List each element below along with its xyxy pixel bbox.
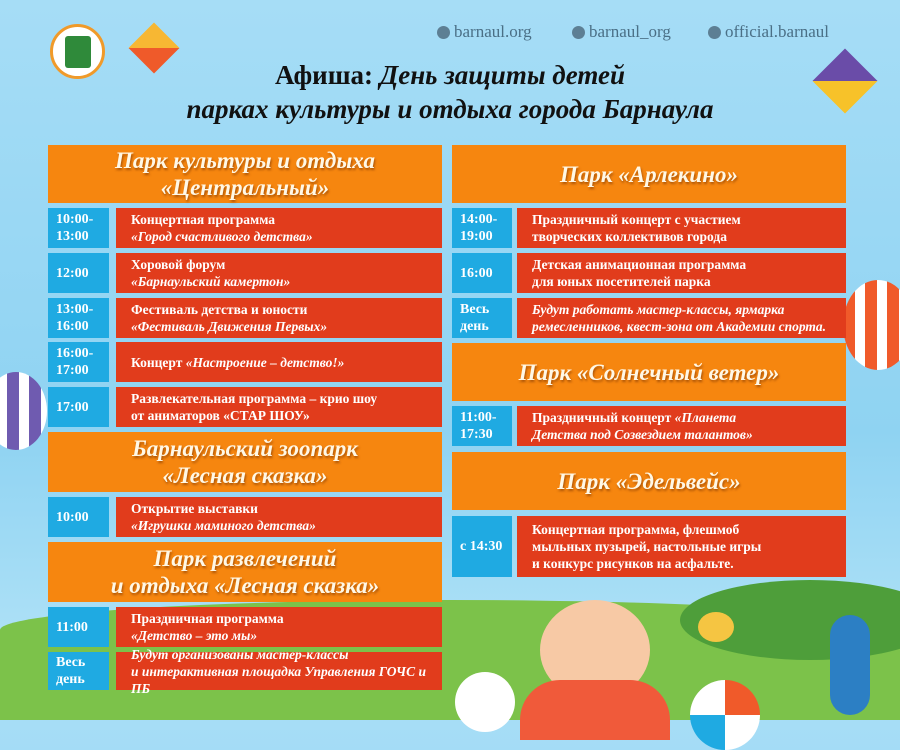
event-time: 17:00 [48, 387, 109, 427]
park-title: Парк «Арлекино» [560, 161, 738, 187]
event-description [517, 298, 846, 338]
park-header [48, 145, 442, 203]
event-line: «Игрушки маминого детства» [131, 518, 316, 533]
event-description [116, 342, 442, 382]
event-line: Праздничный концерт с участием [532, 212, 741, 227]
event-time: 14:00- 19:00 [452, 208, 512, 248]
event-time: Весь день [48, 652, 109, 690]
balloon-left-icon [0, 372, 47, 450]
event-time: 10:00 [48, 497, 109, 537]
page-title-line2: парках культуры и отдыха города Барнаула [186, 94, 714, 124]
event-time: 16:00- 17:00 [48, 342, 109, 382]
event-line: «Барнаульский камертон» [131, 274, 291, 289]
park-title: Парк «Солнечный ветер» [518, 359, 780, 385]
event-time: Весь день [452, 298, 512, 338]
event-line: мыльных пузырей, настольные игры [532, 539, 762, 554]
event-line: Развлекательная программа – крио шоу [131, 391, 378, 406]
park-title: и отдыха «Лесная сказка» [110, 573, 380, 598]
event-line: Концерт «Настроение – детство!» [131, 354, 345, 370]
park-header [452, 452, 846, 510]
balloon-right-icon [843, 280, 900, 370]
social-telegram[interactable]: barnaul_org [572, 22, 671, 42]
event-line: Будут организованы мастер-классы [131, 646, 349, 662]
boy-illustration [830, 615, 870, 715]
event-line: и конкурс рисунков на асфальте. [532, 556, 734, 571]
event-line: «Детство – это мы» [131, 628, 258, 643]
event-line: творческих коллективов города [532, 229, 727, 244]
event-line: Концертная программа, флешмоб [532, 522, 740, 537]
bear-illustration [455, 672, 515, 732]
park-header [48, 542, 442, 602]
event-time: 11:00 [48, 607, 109, 647]
park-header [452, 343, 846, 401]
event-time: 11:00- 17:30 [452, 406, 512, 446]
event-line: Праздничный концерт «Планета [532, 410, 737, 425]
event-line: ремесленников, квест-зона от Академии спорта. [532, 319, 827, 334]
event-time: 12:00 [48, 253, 109, 293]
park-header [452, 145, 846, 203]
event-description [116, 208, 442, 248]
page-title-line1: Афиша: День защиты детей [275, 60, 625, 90]
event-time: 16:00 [452, 253, 512, 293]
event-time: 13:00- 16:00 [48, 298, 109, 338]
event-description [517, 253, 846, 293]
social-website[interactable]: barnaul.org [437, 22, 532, 42]
vk-icon [708, 26, 721, 39]
event-line: для юных посетителей парка [532, 274, 711, 289]
event-description [517, 208, 846, 248]
girl-body [520, 680, 670, 740]
event-description [116, 497, 442, 537]
event-description [116, 253, 442, 293]
event-line: Хоровой форум [131, 257, 226, 272]
ball-icon [690, 680, 760, 750]
park-header [48, 432, 442, 492]
social-vk[interactable]: official.barnaul [708, 22, 829, 42]
event-description [116, 387, 442, 427]
telegram-icon [572, 26, 585, 39]
event-description [517, 406, 846, 446]
globe-icon [437, 26, 450, 39]
event-line: Концертная программа [131, 212, 276, 227]
event-time: с 14:30 [452, 516, 512, 577]
park-title: Парк «Эдельвейс» [557, 468, 741, 494]
event-line: «Фестиваль Движения Первых» [131, 319, 328, 334]
park-title: Парк культуры и отдыха [115, 148, 375, 173]
event-line: от аниматоров «СТАР ШОУ» [131, 408, 310, 423]
park-title: Барнаульский зоопарк [132, 436, 358, 461]
duck-illustration [698, 612, 734, 642]
event-line: «Город счастливого детства» [131, 229, 313, 244]
event-line: Детская анимационная программа [532, 257, 747, 272]
park-title: «Центральный» [160, 175, 330, 200]
park-title: «Лесная сказка» [162, 463, 328, 488]
event-line: Будут работать мастер-классы, ярмарка [532, 302, 785, 317]
event-description [116, 607, 442, 647]
event-description [116, 298, 442, 338]
event-description [517, 516, 846, 577]
event-line: Детства под Созвездием талантов» [532, 427, 753, 442]
event-description [116, 646, 442, 696]
event-line: Открытие выставки [131, 501, 258, 516]
event-time: 10:00- 13:00 [48, 208, 109, 248]
event-line: Фестиваль детства и юности [131, 302, 308, 317]
park-title: Парк развлечений [153, 546, 337, 571]
event-line: Праздничная программа [131, 611, 284, 626]
event-line: и интерактивная площадка Управления ГОЧС и ПБ [131, 663, 426, 696]
